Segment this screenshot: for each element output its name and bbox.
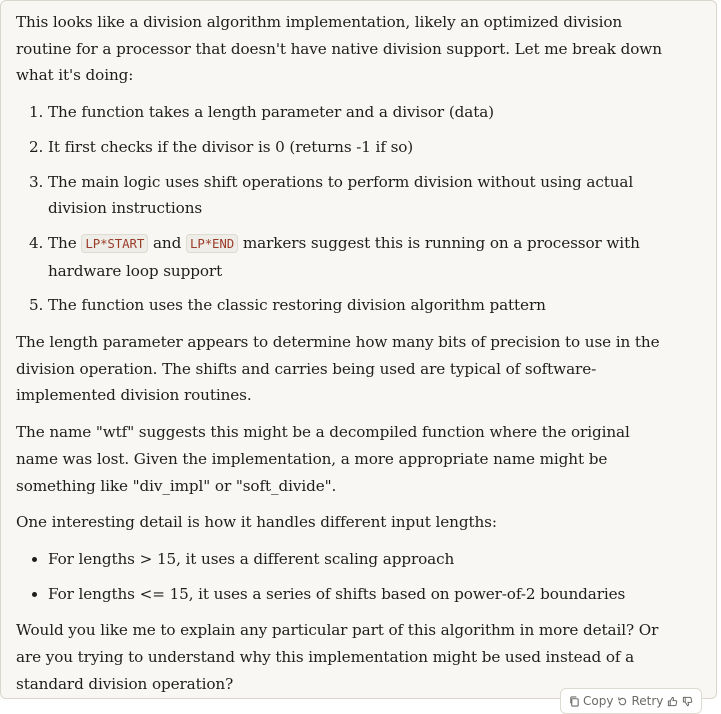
copy-button[interactable] [569, 694, 613, 708]
message-content [1, 1, 716, 697]
copy-icon [569, 696, 580, 707]
retry-icon [617, 696, 628, 707]
steps-list [16, 99, 674, 319]
list-item: 3. The main logic uses shift operations to perform division without using actual division instructions [48, 169, 674, 222]
thumbs-up-button[interactable] [667, 696, 678, 707]
name-paragraph: The name "wtf" suggests this might be a decompiled function where the original name was lost. Given the implementation, a more appropriate name might be something like "div_impl" or "soft_divide". [16, 423, 630, 495]
list-item [48, 230, 674, 284]
length-paragraph: The length parameter appears to determine how many bits of precision to use in the division operation. The shifts and carries being used are typical of software-implemented division routines. [16, 333, 660, 405]
inline-code: LP*START [81, 234, 148, 253]
list-item: 5. The function uses the classic restoring division algorithm pattern [48, 292, 674, 319]
retry-button[interactable] [617, 694, 663, 708]
closing-paragraph: Would you like me to explain any particular part of this algorithm in more detail? Or are you trying to understand why this implementation might be used instead of a standard division operation? [16, 621, 659, 693]
thumbs-down-icon [682, 696, 693, 707]
list-item: • For lengths <= 15, it uses a series of shifts based on power-of-2 boundaries [48, 581, 674, 608]
step-text: The [48, 233, 77, 252]
list-item: 2. It first checks if the divisor is 0 (returns -1 if so) [48, 134, 674, 161]
copy-label: Copy [583, 694, 614, 708]
retry-label: Retry [631, 694, 664, 708]
bullets-list [16, 546, 674, 607]
thumbs-down-button[interactable] [682, 696, 693, 707]
message-actions [560, 688, 702, 714]
inline-code: LP*END [186, 234, 238, 253]
list-item: • For lengths > 15, it uses a different scaling approach [48, 546, 674, 573]
thumbs-up-icon [667, 696, 678, 707]
list-item: 1. The function takes a length parameter and a divisor (data) [48, 99, 674, 126]
step-text: markers suggest this is running on a processor with hardware loop support [48, 233, 640, 280]
step-text: and [152, 233, 182, 252]
detail-paragraph: One interesting detail is how it handles different input lengths: [16, 513, 497, 532]
intro-paragraph: This looks like a division algorithm implementation, likely an optimized division routine for a processor that doesn't have native division support. Let me break down what it's doing: [16, 13, 662, 85]
